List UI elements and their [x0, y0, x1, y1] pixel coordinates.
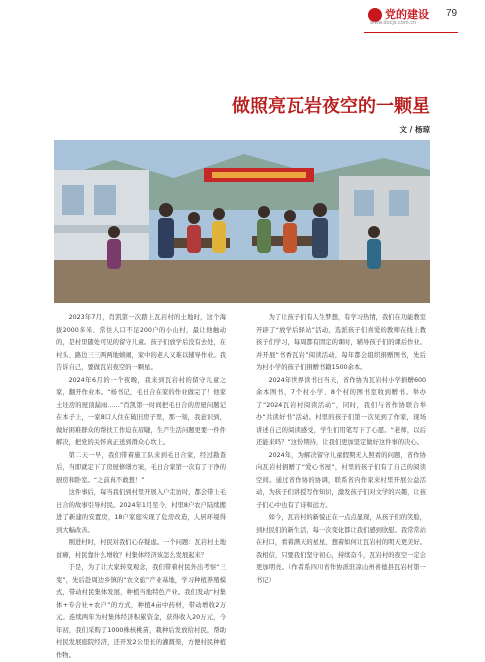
paragraph: 这件事后，每当我们到村里开展入户走访时，都会带上毛日合的故事引导村民。2024年1月至今，村里8户农户陆续搬进了新建的安置房，18户家庭实现了危房改造，人居环境得到大幅改善。 [56, 489, 227, 534]
paragraph: 2023年7月，肖凯第一次踏上瓦岩村的土地时，这个海拔2000多米、常住人口不足200户的小山村，最让他触动的，是村里随处可见的留守儿童。孩子们放学后没有去处，在村头、路边三三两两地嬉闹，家中的老人又难以辅导作业。我告诉自己，要做瓦岩夜空的一颗星。 [56, 314, 227, 371]
article-photo [54, 140, 430, 303]
article-column-left [56, 312, 226, 662]
village-scene-illustration [54, 140, 430, 303]
paragraph: 2024年世界读书日当天，省作协为瓦岩村小学捐赠600余本图书，7个村小学、8个村的图书室收到赠书。举办了“2024瓦岩村阅读活动”，同时，我们与省作协联合举办“共读好书”活动。村里的孩子们第一次见到了作家，现场讲述自己的阅读感受，学生们用笔写下了心愿。“老师，以后还能来吗？”这份期待，让我们更加坚定做好这件事的决心。 [256, 376, 426, 446]
paragraph: 第二天一早，我们带着施工队来到毛日合家，经过勘查后，当即就定下了房屋修缮方案，毛日合家第一次有了干净的厨房和卧室。“之前真不敢想！” [56, 451, 227, 484]
magazine-logo [368, 6, 440, 28]
paragraph: 刚进村时，村民对我们心存疑虑。一个问题：瓦岩村土地贫瘠，村民靠什么增收？村集体经济该怎么发展起来？ [56, 539, 227, 559]
page-number: 79 [446, 8, 458, 19]
article-author: 文 / 杨琼 [399, 125, 430, 134]
magazine-name: 党的建设 [385, 8, 429, 21]
article-column-right [256, 312, 426, 587]
page-header [0, 0, 485, 34]
paragraph: 2024年，为解决留守儿童假期无人照看的问题，省作协向瓦岩村捐赠了“爱心书屋”，村里的孩子们有了自己的阅读空间。通过省作协的协调，联系省内作家来村里开展公益活动，为孩子们讲授写作知识，激发孩子们对文学的兴趣，让孩子们心中也有了诗和远方。 [256, 451, 427, 509]
article-title: 做照亮瓦岩夜空的一颗星 [232, 96, 430, 117]
paragraph: 于是，为了让大家转变观念，我们带着村民外出考察“三变”，先后赴周边乡镇的“农文旅”产业基地，学习种植养殖模式，带动村民集体发展，种植当地特色产业。我们发动“村集体+专合社+农户”的方式，种植4亩中药材，带动增收2万元。连续两年为村集体经济积累资金，获得收入20万元，今年初，我们采购了1000株核桃苗，栽种后发放给村民，帮助村民发展庭院经济，还开发2公里长的灌溉渠，方便村民种植作物。 [56, 564, 226, 659]
paragraph: 2024年6月的一个夜晚，我来到瓦岩村的留守儿童之家，翻开作业本。“杨书记，毛日合在家的作业做完了！他家土坯房的屋顶漏雨……”肖凯第一时间把毛日合的房屋问题记在本子上，一家8口人住在破旧房子里，那一刻，我意识到，做好困难群众的帮扶工作迫在眉睫，生产生活问题更要一件件解决，把党的关怀真正送到群众心坎上。 [56, 376, 227, 446]
header-rule [364, 32, 458, 33]
paragraph: 如今，瓦岩村的新貌正在一点点显现，从孩子们的笑脸，到村民们的新生活，每一次变化都让我们感到欣慰。我常常站在村口，看着满天的星星，想着如何让瓦岩村的明天更美好。我相信，只要我们坚守初心，持续奋斗，瓦岩村的夜空一定会更加明亮。（作者系四川省作协派驻凉山州喜德县瓦岩村第一书记） [256, 514, 427, 584]
magazine-url: www.docjs.com.cn [370, 20, 417, 26]
paragraph: 为了让孩子们有人生梦想，有学习热情，我们在功能教室开辟了“放学后驿站”活动，选派孩子们喜爱的教师在线上教孩子们学习，每周都有固定的课时，辅导孩子们的课后作业。并开展“书香瓦岩”阅读活动，每年都会组织捐赠图书，先后为村小学的孩子们捐赠书籍1500余本。 [256, 314, 427, 371]
